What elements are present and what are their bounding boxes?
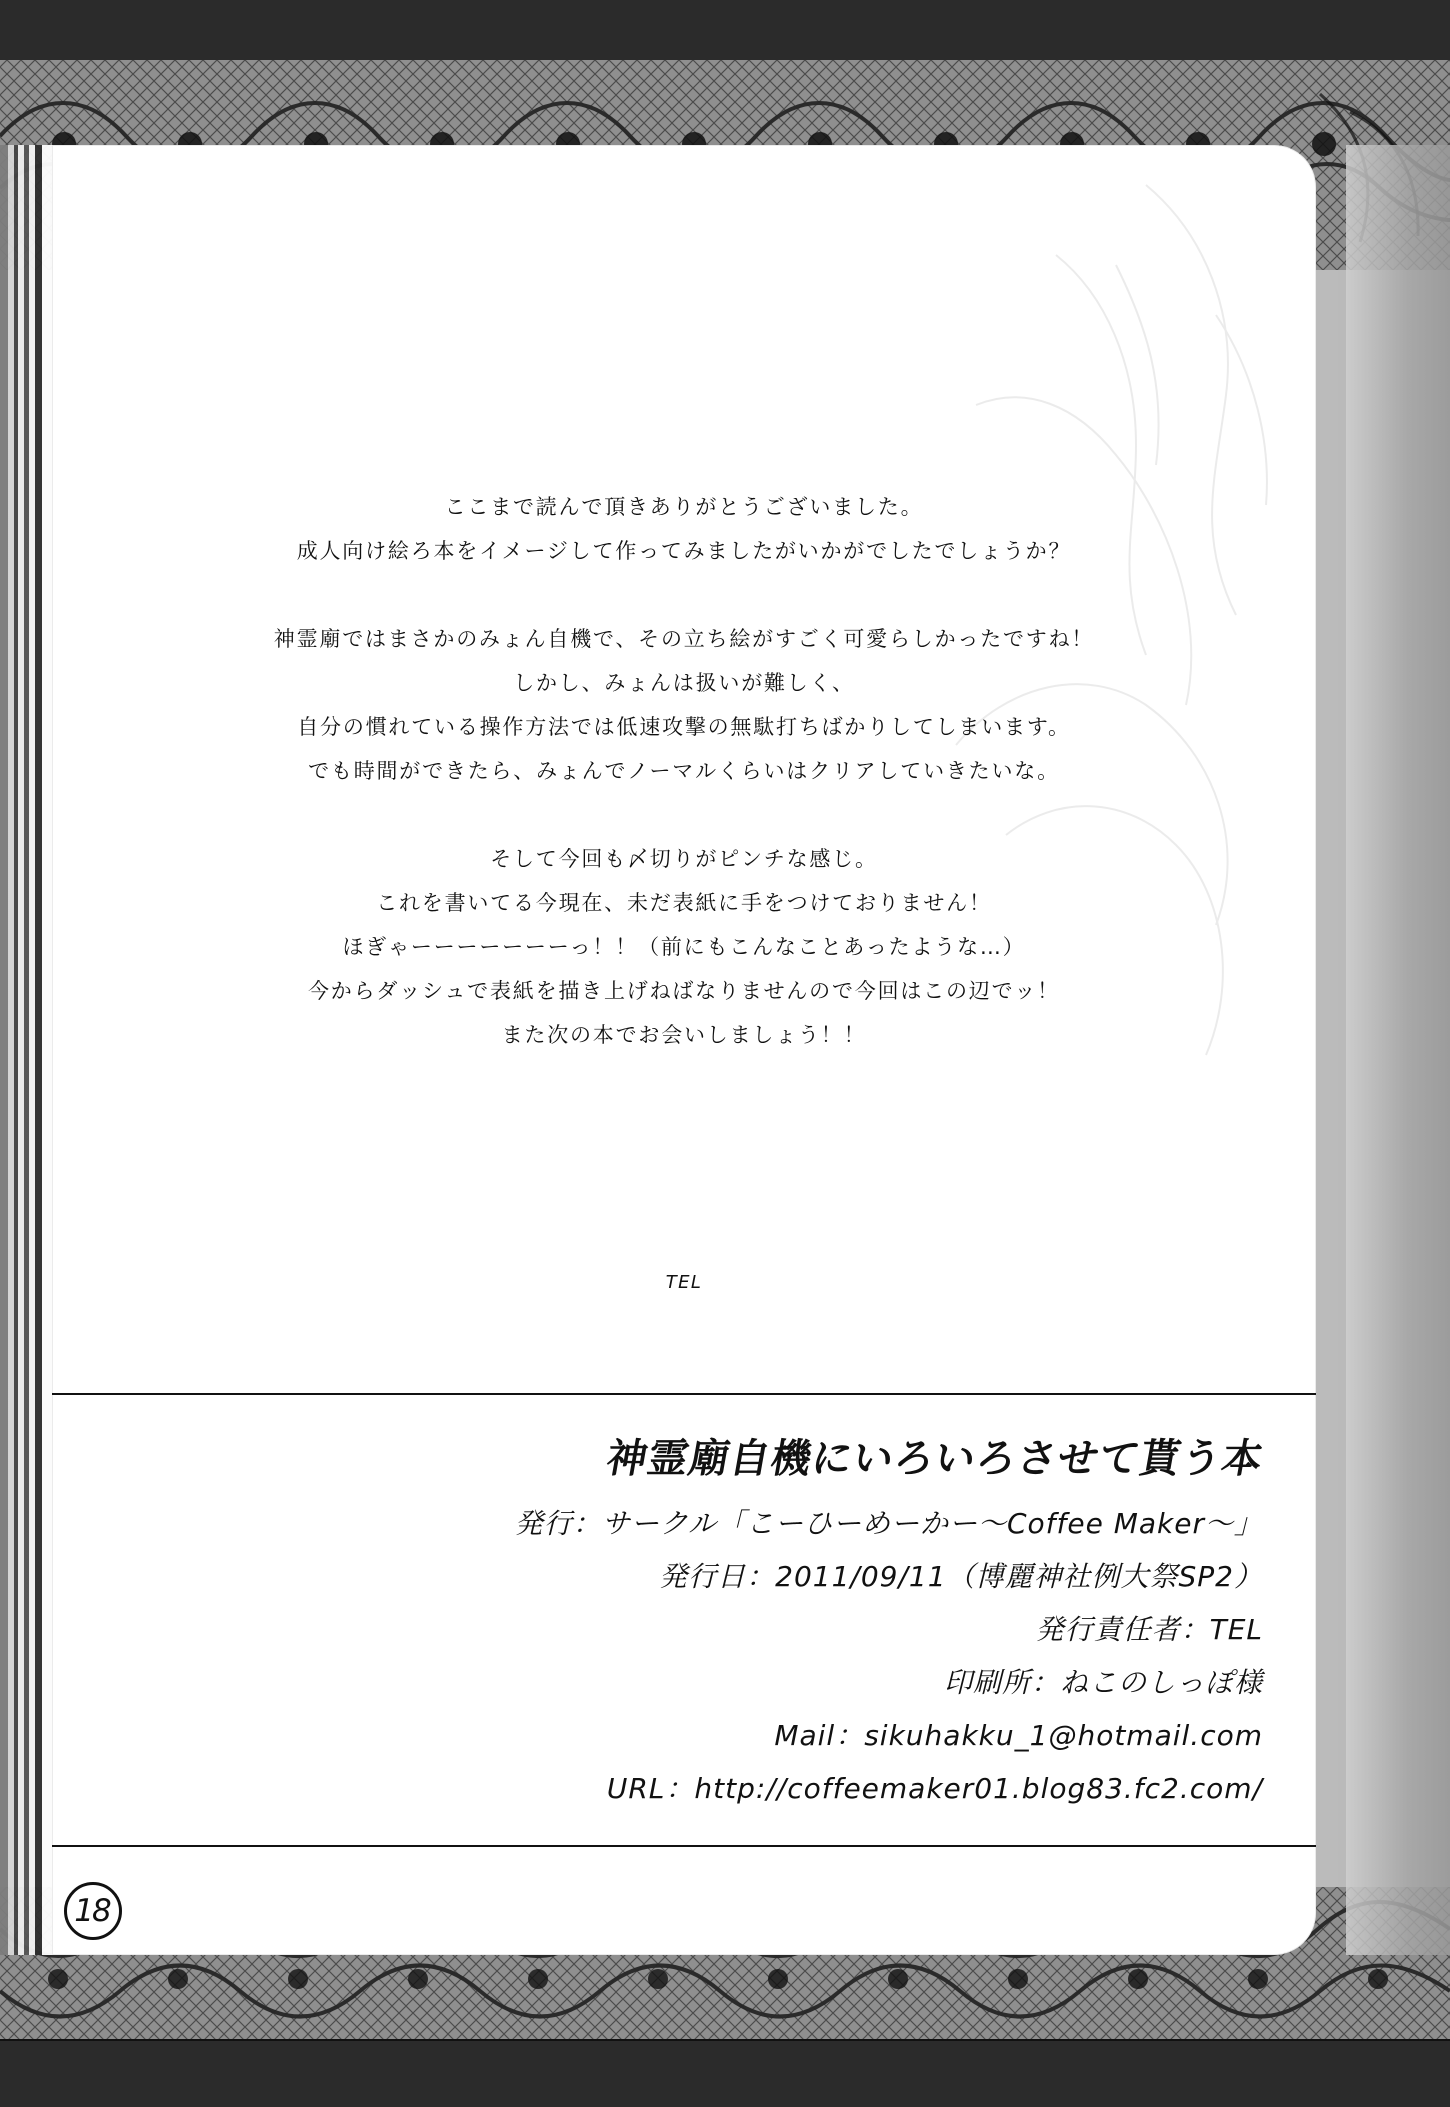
publish-date-row (443, 1560, 1263, 1593)
colophon-bottom-rule (52, 1845, 1316, 1847)
publish-date-label: 発行日： (659, 1560, 776, 1593)
printer-label: 印刷所： (943, 1666, 1060, 1699)
book-title: 神霊廟自機にいろいろさせて貰う本 (602, 1436, 1268, 1482)
right-side-shade (1346, 145, 1450, 1955)
page-number-badge (64, 1882, 122, 1940)
colophon-top-rule (52, 1393, 1316, 1395)
colophon-block (443, 1432, 1268, 1805)
paragraph-gap (52, 793, 1316, 837)
afterword-line: ほぎゃーーーーーーーっ！！（前にもこんなことあったような…） (342, 935, 1026, 959)
mail-label: Mail： (774, 1719, 865, 1752)
mail-value: sikuhakku_1@hotmail.com (864, 1719, 1263, 1752)
afterword-line: 成人向け絵ろ本をイメージして作ってみましたがいかがでしたでしょうか？ (296, 539, 1072, 563)
afterword-line: 今からダッシュで表紙を描き上げねばなりませんので今回はこの辺でッ！ (308, 979, 1060, 1003)
publisher-value: サークル「こーひーめーかー〜Coffee Maker〜」 (601, 1507, 1263, 1540)
publisher-label: 発行： (514, 1507, 602, 1540)
mail-row (443, 1719, 1263, 1752)
url-value: http://coffeemaker01.blog83.fc2.com/ (694, 1772, 1263, 1805)
bottom-dark-border (0, 2039, 1450, 2107)
printer-value: ねこのしっぽ様 (1059, 1666, 1263, 1699)
afterword-line: でも時間ができたら、みょんでノーマルくらいはクリアしていきたいな。 (308, 759, 1060, 783)
responsible-person-label: 発行責任者： (1035, 1613, 1210, 1646)
url-row (443, 1772, 1263, 1805)
page-number: 18 (74, 1892, 110, 1929)
afterword-line: しかし、みょんは扱いが難しく、 (513, 671, 855, 695)
paragraph-gap (52, 573, 1316, 617)
main-text-panel (52, 145, 1316, 1955)
afterword-line: 自分の慣れている操作方法では低速攻撃の無駄打ちばかりしてしまいます。 (297, 715, 1071, 739)
afterword-line: ここまで読んで頂きありがとうございました。 (444, 495, 924, 519)
afterword-line: また次の本でお会いしましょう！！ (501, 1023, 867, 1047)
publish-date-value: 2011/09/11（博麗神社例大祭SP2） (775, 1560, 1263, 1593)
top-dark-border (0, 0, 1450, 64)
publisher-row (443, 1507, 1263, 1540)
afterword-line: これを書いてる今現在、未だ表紙に手をつけておりません！ (376, 891, 992, 915)
author-signature: TEL (665, 1272, 703, 1293)
left-stripe-border (0, 145, 54, 1955)
responsible-person-value: TEL (1209, 1613, 1263, 1646)
afterword-line: 神霊廟ではまさかのみょん自機で、その立ち絵がすごく可愛らしかったですね！ (273, 627, 1095, 651)
afterword-message (52, 485, 1316, 1057)
afterword-line: そして今回も〆切りがピンチな感じ。 (490, 847, 878, 871)
printer-row (443, 1666, 1263, 1699)
responsible-person-row (443, 1613, 1263, 1646)
url-label: URL： (606, 1772, 695, 1805)
